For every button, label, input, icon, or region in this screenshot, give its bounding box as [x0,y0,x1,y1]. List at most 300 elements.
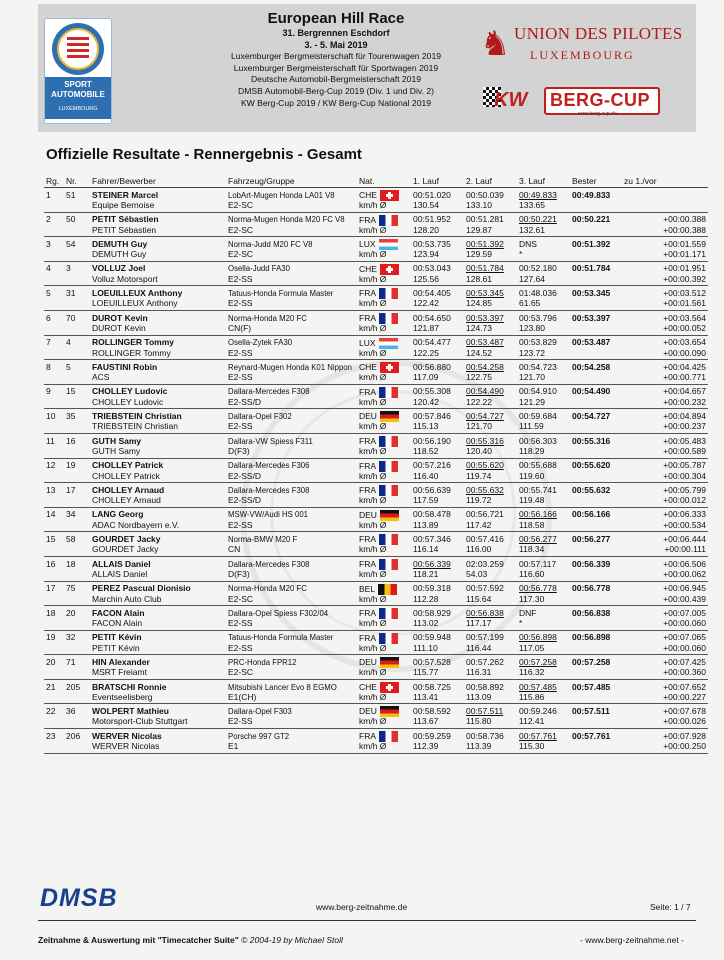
run3-time-cell [517,458,570,472]
nation-cell [357,335,411,349]
run-time: 00:53.796 [519,312,557,323]
gap-prev-cell: +00:00.589 [622,447,708,458]
gap-leader-cell: +00:06.506 [663,558,706,569]
table-row [44,704,708,718]
nation-code: FRA [359,730,376,741]
group-cell: D(F3) [226,447,357,458]
dmsb-logo: DMSB [40,884,118,912]
car-cell: Dallara-Mercedes F308 [228,387,310,397]
col-run3: 3. Lauf [517,176,570,188]
sport-automobile-logo [44,18,112,124]
run-time: 00:59.246 [519,706,557,717]
table-row-detail [44,250,708,261]
nation-cell [357,433,411,447]
run1-speed-cell: 113.89 [411,521,464,532]
group-cell: E2-SS [226,349,357,360]
best-time-cell: 00:56.838 [572,607,611,618]
run2-speed-cell: 119.74 [464,472,517,483]
championship-line: DMSB Automobil-Berg-Cup 2019 (Div. 1 und Div. 2) [238,86,434,97]
start-number-cell: 70 [66,312,76,323]
run1-time-cell [411,655,464,669]
table-row-detail [44,595,708,606]
car-cell: Porsche 997 GT2 [228,731,290,741]
group-cell: D(F3) [226,570,357,581]
empty-cell [44,521,64,532]
run-time: 00:57.416 [466,534,504,545]
run1-speed-cell: 120.42 [411,398,464,409]
best-time-cell: 00:57.485 [572,681,611,692]
empty-cell [64,545,90,556]
championship-line: KW Berg-Cup 2019 / KW Berg-Cup National 2019 [240,97,432,108]
table-row [44,384,708,398]
rank-cell: 19 [46,632,56,643]
run1-speed-cell: 113.67 [411,717,464,728]
results-title: Offizielle Resultate - Rennergebnis - Gesamt [46,146,362,163]
nation-code: CHE [359,681,377,692]
car-cell: Dallara-Opel Spiess F302/04 [228,608,329,618]
run2-speed-cell: 133.10 [464,201,517,212]
run-time: 00:51.392 [466,238,504,249]
table-row [44,335,708,349]
empty-cell [570,496,622,507]
speed-unit-cell: km/h Ø [357,226,411,237]
start-number-cell: 16 [66,435,76,446]
table-row [44,606,708,620]
run3-time-cell [517,606,570,620]
best-time-cell: 00:54.490 [572,386,611,397]
run1-time-cell [411,261,464,275]
flag-deu-icon [380,706,399,717]
empty-cell [44,226,64,237]
rank-cell: 22 [46,706,56,717]
start-number-cell: 36 [66,706,76,717]
run-time: 00:56.166 [519,509,557,520]
run-time: 02:03.259 [466,558,504,569]
flag-che-icon [380,362,399,373]
bergcup-url: www.berg-cup.de [578,111,617,117]
car-cell: Norma-Honda M20 FC [228,313,307,323]
credit-text: Zeitnahme & Auswertung mit "Timecatcher Suite" [38,935,239,945]
run3-speed-cell: 115.86 [517,693,570,704]
nation-cell [357,729,411,743]
gap-prev-cell: +00:01.561 [622,299,708,310]
gap-prev-cell: +00:00.227 [622,693,708,704]
entrant-cell: CHOLLEY Patrick [90,472,226,483]
car-cell: Tatuus-Honda Formula Master [228,289,334,299]
driver-name-cell: GUTH Samy [92,435,142,446]
entrant-cell: FACON Alain [90,619,226,630]
nation-code: FRA [359,435,376,446]
run3-speed-cell: 132.61 [517,226,570,237]
start-number-cell: 32 [66,632,76,643]
empty-cell [570,422,622,433]
driver-name-cell: WOLPERT Mathieu [92,706,169,717]
car-cell: Norma-Honda M20 FC [228,584,307,594]
car-cell: Dallara-Opel F302 [228,412,292,422]
run3-time-cell [517,532,570,546]
run2-time-cell [464,679,517,693]
run1-speed-cell: 121.87 [411,324,464,335]
run3-time-cell [517,729,570,743]
run1-time-cell [411,630,464,644]
run3-speed-cell: 119.48 [517,496,570,507]
run-time: 00:55.632 [466,484,504,495]
run1-time-cell [411,310,464,324]
gap-leader-cell: +00:07.005 [663,607,706,618]
run3-speed-cell: 133.65 [517,201,570,212]
gap-leader-cell: +00:04.894 [663,411,706,422]
gap-leader-cell: +00:06.945 [663,583,706,594]
nation-code: CHE [359,263,377,274]
best-time-cell: 00:55.316 [572,435,611,446]
run-time: 00:58.929 [413,607,451,618]
run-time: 00:57.511 [466,706,504,717]
run2-time-cell [464,458,517,472]
nation-cell [357,630,411,644]
start-number-cell: 18 [66,558,76,569]
run2-speed-cell: 129.87 [464,226,517,237]
empty-cell [44,742,64,753]
gap-leader-cell: +00:06.333 [663,509,706,520]
gap-leader-cell: +00:00.388 [663,214,706,225]
entrant-cell: CHOLLEY Ludovic [90,398,226,409]
driver-name-cell: DEMUTH Guy [92,238,148,249]
run1-time-cell [411,704,464,718]
run2-time-cell [464,310,517,324]
empty-cell [570,668,622,679]
nation-cell [357,237,411,251]
speed-unit-cell: km/h Ø [357,250,411,261]
table-row-detail [44,275,708,286]
entrant-cell: TRIEBSTEIN Christian [90,422,226,433]
speed-unit-cell: km/h Ø [357,447,411,458]
run1-time-cell [411,335,464,349]
driver-name-cell: DUROT Kevin [92,312,148,323]
nation-cell [357,310,411,324]
best-time-cell: 00:53.345 [572,288,611,299]
run-time: 00:56.898 [519,632,557,643]
run3-time-cell [517,409,570,423]
run3-speed-cell: 127.64 [517,275,570,286]
run1-time-cell [411,286,464,300]
entrant-cell: Equipe Bernoise [90,201,226,212]
driver-name-cell: FAUSTINI Robin [92,361,158,372]
nation-code: FRA [359,484,376,495]
table-row [44,286,708,300]
car-cell: Dallara-VW Spiess F311 [228,436,313,446]
gap-prev-cell [622,201,708,212]
entrant-cell: ADAC Nordbayern e.V. [90,521,226,532]
results-header-row [44,176,708,188]
rank-cell: 18 [46,607,56,618]
gap-leader-cell: +00:01.559 [663,238,706,249]
run-time: 00:53.487 [466,337,504,348]
flag-fra-icon [379,461,398,472]
run2-speed-cell: 120.40 [464,447,517,458]
empty-cell [64,324,90,335]
nation-code: CHE [359,189,377,200]
run1-time-cell [411,458,464,472]
driver-name-cell: GOURDET Jacky [92,534,161,545]
run2-speed-cell: 113.39 [464,742,517,753]
entrant-cell: Motorsport-Club Stuttgart [90,717,226,728]
run-time: 00:57.216 [413,460,451,471]
table-row [44,433,708,447]
run3-speed-cell: 121.70 [517,373,570,384]
run-time: 00:55.308 [413,386,451,397]
table-row-detail [44,299,708,310]
run-time: 00:50.221 [519,214,557,225]
run3-time-cell [517,188,570,202]
footer-url-net[interactable]: - www.berg-zeitnahme.net - [580,935,684,945]
run2-time-cell [464,286,517,300]
run2-time-cell [464,237,517,251]
empty-cell [44,324,64,335]
driver-name-cell: LANG Georg [92,509,144,520]
run2-time-cell [464,655,517,669]
rank-cell: 2 [46,214,51,225]
gap-prev-cell: +00:00.388 [622,226,708,237]
group-cell: E2-SC [226,201,357,212]
flag-fra-icon [379,436,398,447]
event-title: European Hill Race [267,10,405,27]
rank-cell: 6 [46,312,51,323]
run1-time-cell [411,360,464,374]
gap-prev-cell: +00:00.026 [622,717,708,728]
table-row-detail [44,619,708,630]
empty-cell [64,422,90,433]
speed-unit-cell: km/h Ø [357,668,411,679]
run3-speed-cell: 117.05 [517,644,570,655]
start-number-cell: 4 [66,337,71,348]
empty-cell [64,521,90,532]
table-row [44,729,708,743]
table-row-detail [44,422,708,433]
nation-cell [357,507,411,521]
flag-che-icon [380,190,399,201]
empty-cell [570,275,622,286]
table-row [44,507,708,521]
driver-name-cell: CHOLLEY Patrick [92,460,164,471]
run1-speed-cell: 113.02 [411,619,464,630]
speed-unit-cell: km/h Ø [357,693,411,704]
car-cell: Dallara-Opel F303 [228,707,292,717]
nation-cell [357,409,411,423]
entrant-cell: GUTH Samy [90,447,226,458]
best-time-cell: 00:54.727 [572,411,611,422]
empty-cell [44,201,64,212]
run3-time-cell [517,483,570,497]
rank-cell: 13 [46,484,56,495]
kw-bergcup-logo [480,87,690,117]
gap-prev-cell: +00:00.439 [622,595,708,606]
run2-speed-cell: 116.31 [464,668,517,679]
flag-lux-icon [379,338,398,349]
empty-cell [570,570,622,581]
run3-time-cell [517,655,570,669]
rank-cell: 16 [46,558,56,569]
gap-prev-cell: +00:00.060 [622,619,708,630]
run3-time-cell [517,679,570,693]
run-time: 00:57.592 [466,583,504,594]
run-time: 00:56.838 [466,607,504,618]
driver-name-cell: ALLAIS Daniel [92,558,151,569]
footer-url[interactable]: www.berg-zeitnahme.de [316,902,408,912]
driver-name-cell: PEREZ Pascual Dionisio [92,583,191,594]
run2-time-cell [464,188,517,202]
driver-name-cell: HIN Alexander [92,656,150,667]
nation-code: FRA [359,214,376,225]
run3-speed-cell: 118.29 [517,447,570,458]
empty-cell [44,299,64,310]
run2-speed-cell: 122.75 [464,373,517,384]
speed-unit-cell: km/h Ø [357,299,411,310]
run2-speed-cell: 122.22 [464,398,517,409]
run-time: 00:57.528 [413,656,451,667]
table-row-detail [44,398,708,409]
empty-cell [570,644,622,655]
entrant-cell: DUROT Kevin [90,324,226,335]
driver-name-cell: VOLLUZ Joel [92,263,146,274]
group-cell: E2-SS [226,373,357,384]
driver-name-cell: PETIT Sébastien [92,214,159,225]
start-number-cell: 31 [66,288,76,299]
run-time: 00:54.477 [413,337,451,348]
empty-cell [44,545,64,556]
run2-time-cell [464,556,517,570]
speed-unit-cell: km/h Ø [357,570,411,581]
run3-time-cell [517,630,570,644]
entrant-cell: Volluz Motorsport [90,275,226,286]
nation-cell [357,261,411,275]
table-row-detail [44,570,708,581]
best-time-cell: 00:55.620 [572,460,611,471]
run-time: 00:58.592 [413,706,451,717]
car-cell: Norma-BMW M20 F [228,535,298,545]
gap-leader-cell: +00:04.657 [663,386,706,397]
group-cell: E1(CH) [226,693,357,704]
car-cell: Norma-Judd M20 FC V8 [228,239,313,249]
best-time-cell: 00:56.778 [572,583,611,594]
speed-unit-cell: km/h Ø [357,619,411,630]
run2-speed-cell: 124.52 [464,349,517,360]
flag-fra-icon [379,313,398,324]
gap-leader-cell: +00:07.928 [663,730,706,741]
empty-cell [64,373,90,384]
run2-time-cell [464,581,517,595]
flag-deu-icon [380,411,399,422]
car-cell: Norma-Mugen Honda M20 FC V8 [228,215,345,225]
flag-bel-icon [378,584,397,595]
gap-leader-cell: +00:03.654 [663,337,706,348]
start-number-cell: 58 [66,534,76,545]
car-cell: MSW-VW/Audi HS 001 [228,510,309,520]
run3-speed-cell: 118.34 [517,545,570,556]
run-time: 00:56.639 [413,484,451,495]
run1-speed-cell: 130.54 [411,201,464,212]
run2-speed-cell: 124.85 [464,299,517,310]
entrant-cell: DEMUTH Guy [90,250,226,261]
empty-cell [44,496,64,507]
empty-cell [64,619,90,630]
empty-cell [570,250,622,261]
empty-cell [64,668,90,679]
empty-cell [570,742,622,753]
run-time: 00:53.345 [466,288,504,299]
run1-speed-cell: 115.77 [411,668,464,679]
run-time: 00:51.020 [413,189,451,200]
run2-time-cell [464,409,517,423]
run2-time-cell [464,483,517,497]
table-row-detail [44,447,708,458]
run2-time-cell [464,261,517,275]
logo-left-text: SPORT AUTOMOBILE [51,80,105,99]
run2-speed-cell: 124.73 [464,324,517,335]
lion-icon: ♞ [480,25,511,63]
col-best: Bester [570,176,622,188]
run-time: 00:51.784 [466,263,504,274]
speed-unit-cell: km/h Ø [357,422,411,433]
run3-speed-cell: 116.32 [517,668,570,679]
run3-time-cell [517,286,570,300]
empty-cell [570,472,622,483]
run3-speed-cell: * [517,250,570,261]
rank-cell: 5 [46,288,51,299]
nation-cell [357,679,411,693]
run3-time-cell [517,310,570,324]
run2-time-cell [464,630,517,644]
run-time: 00:58.892 [466,681,504,692]
group-cell: E2-SS [226,644,357,655]
empty-cell [44,717,64,728]
flag-lux-icon [379,239,398,250]
start-number-cell: 71 [66,656,76,667]
empty-cell [64,201,90,212]
table-row-detail [44,373,708,384]
run-time: DNF [519,607,537,618]
rank-cell: 14 [46,509,56,520]
table-row [44,532,708,546]
run2-time-cell [464,606,517,620]
col-run2: 2. Lauf [464,176,517,188]
run2-speed-cell: 121.70 [464,422,517,433]
table-row [44,310,708,324]
empty-cell [64,250,90,261]
start-number-cell: 35 [66,411,76,422]
empty-cell [570,521,622,532]
group-cell: CN(F) [226,324,357,335]
start-number-cell: 51 [66,189,76,200]
nation-code: FRA [359,632,376,643]
run2-time-cell [464,729,517,743]
run-time: 00:55.620 [466,460,504,471]
speed-unit-cell: km/h Ø [357,472,411,483]
empty-cell [44,275,64,286]
group-cell: E2-SS [226,521,357,532]
run2-time-cell [464,384,517,398]
run3-speed-cell: 117.30 [517,595,570,606]
flag-fra-icon [379,608,398,619]
run1-time-cell [411,483,464,497]
empty-cell [44,644,64,655]
best-time-cell: 00:57.258 [572,656,611,667]
run-time: 00:56.880 [413,361,451,372]
rank-cell: 4 [46,263,51,274]
run3-time-cell [517,237,570,251]
run-time: 00:55.316 [466,435,504,446]
table-row-detail [44,472,708,483]
nation-code: LUX [359,337,376,348]
